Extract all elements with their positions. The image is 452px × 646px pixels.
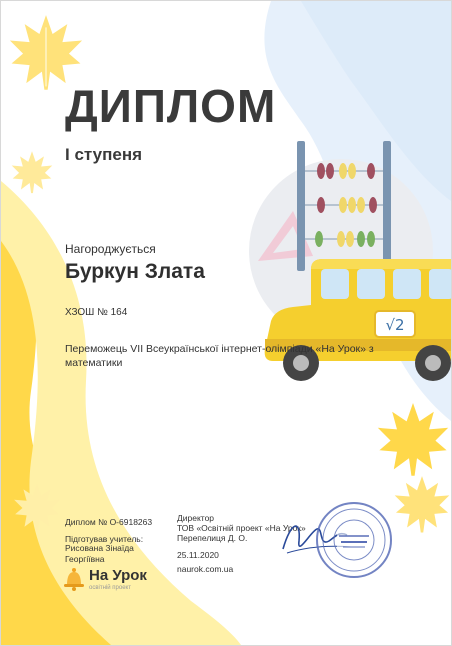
teacher-label: Підготував учитель: (65, 534, 144, 544)
diploma-degree: І ступеня (65, 145, 143, 164)
diploma-title: ДИПЛОМ (65, 80, 277, 132)
achievement-text: Переможець VII Всеукраїнської інтернет-олімпіади «На Урок» з математики (65, 343, 374, 370)
brand-subtitle: освітній проект (89, 584, 131, 591)
maple-leaf-icon (391, 469, 452, 539)
maple-leaf-icon (11, 481, 63, 533)
brand-logo (63, 567, 147, 591)
teacher-name: Рисована Зінаїда Георгіївна (65, 543, 134, 564)
diploma-number: Диплом № О-6918263 (65, 517, 153, 527)
stamp-icon (315, 501, 393, 579)
issue-date: 25.11.2020 (177, 550, 219, 560)
recipient-name: Буркун Злата (65, 260, 205, 283)
organization-name: ТОВ «Освітній проект «На Урок» (177, 523, 306, 533)
maple-leaf-icon (9, 149, 55, 195)
brand-name: На Урок (89, 566, 147, 584)
director-label: Директор (177, 513, 215, 523)
root-symbol: √2 (385, 316, 405, 334)
school-name: ХЗОШ № 164 (65, 307, 128, 318)
awarded-label: Нагороджується (65, 242, 156, 256)
director-name: Перепелиця Д. О. (177, 533, 248, 543)
website-link[interactable]: naurok.com.ua (177, 564, 234, 574)
bell-icon (63, 567, 85, 591)
